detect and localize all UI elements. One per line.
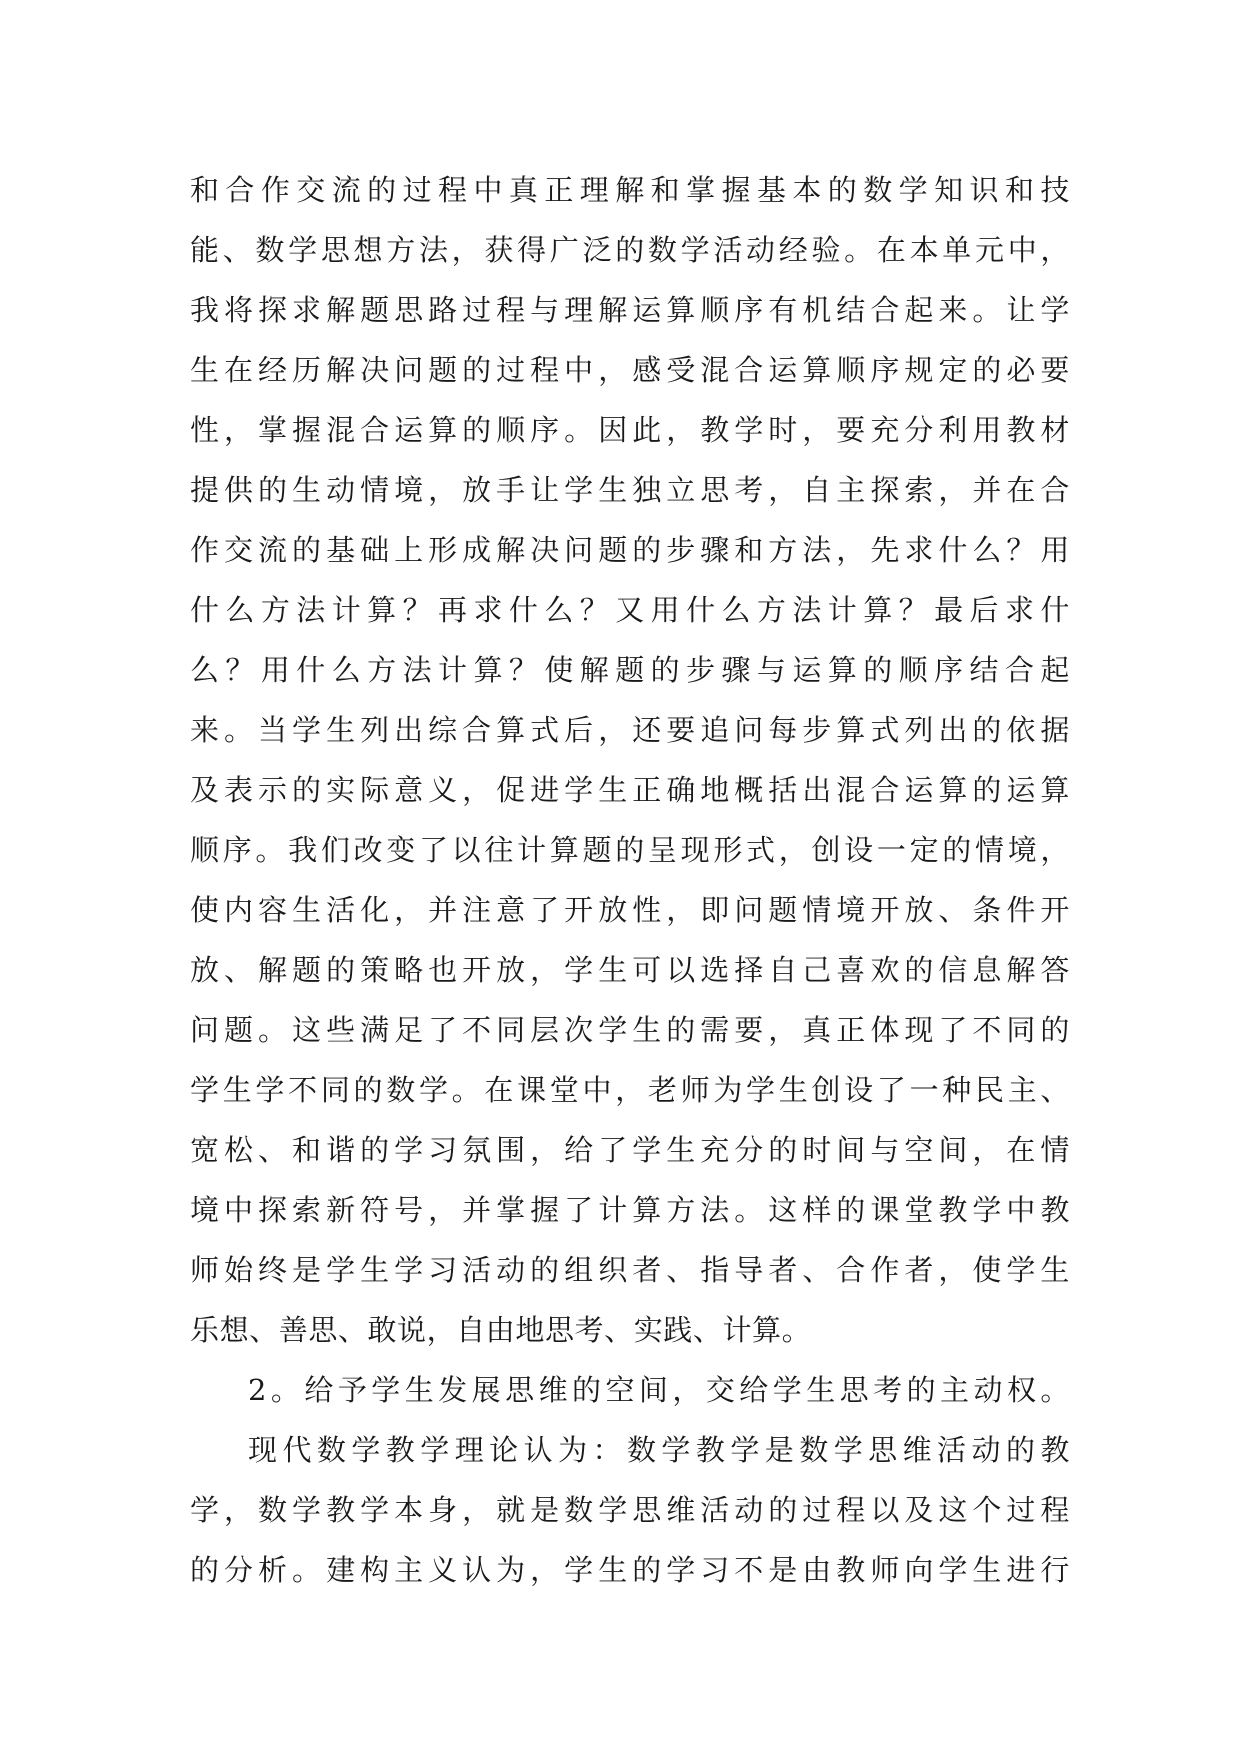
text-line: 宽松、和谐的学习氛围，给了学生充分的时间与空间，在情 [190, 1133, 1070, 1167]
text-line: 问题。这些满足了不同层次学生的需要，真正体现了不同的 [190, 1013, 1070, 1047]
text-line: 什么方法计算？再求什么？又用什么方法计算？最后求什 [190, 593, 1070, 627]
text-line: 使内容生活化，并注意了开放性，即问题情境开放、条件开 [190, 893, 1070, 927]
text-line: 境中探索新符号，并掌握了计算方法。这样的课堂教学中教 [190, 1193, 1070, 1227]
text-line: 性，掌握混合运算的顺序。因此，教学时，要充分利用教材 [190, 413, 1070, 447]
text-line: 放、解题的策略也开放，学生可以选择自己喜欢的信息解答 [190, 953, 1070, 987]
text-line: 师始终是学生学习活动的组织者、指导者、合作者，使学生 [190, 1253, 1070, 1287]
document-body [190, 160, 1070, 1600]
text-line: 么？用什么方法计算？使解题的步骤与运算的顺序结合起 [190, 653, 1070, 687]
text-line: 乐想、善思、敢说，自由地思考、实践、计算。 [190, 1313, 812, 1347]
text-line: 学生学不同的数学。在课堂中，老师为学生创设了一种民主、 [190, 1073, 1070, 1107]
text-line: 2。给予学生发展思维的空间，交给学生思考的主动权。 [248, 1373, 1070, 1407]
text-line: 学，数学教学本身，就是数学思维活动的过程以及这个过程 [190, 1493, 1070, 1527]
text-line: 及表示的实际意义，促进学生正确地概括出混合运算的运算 [190, 773, 1070, 807]
text-line: 能、数学思想方法，获得广泛的数学活动经验。在本单元中， [190, 233, 1070, 267]
text-line: 现代数学教学理论认为：数学教学是数学思维活动的教 [248, 1433, 1070, 1467]
text-line: 的分析。建构主义认为，学生的学习不是由教师向学生进行 [190, 1553, 1070, 1587]
text-line: 生在经历解决问题的过程中，感受混合运算顺序规定的必要 [190, 353, 1070, 387]
text-line: 我将探求解题思路过程与理解运算顺序有机结合起来。让学 [190, 293, 1070, 327]
text-line: 作交流的基础上形成解决问题的步骤和方法，先求什么？用 [190, 533, 1070, 567]
text-line: 提供的生动情境，放手让学生独立思考，自主探索，并在合 [190, 473, 1070, 507]
text-line: 和合作交流的过程中真正理解和掌握基本的数学知识和技 [190, 173, 1070, 207]
text-line: 来。当学生列出综合算式后，还要追问每步算式列出的依据 [190, 713, 1070, 747]
text-line: 顺序。我们改变了以往计算题的呈现形式，创设一定的情境， [190, 833, 1070, 867]
